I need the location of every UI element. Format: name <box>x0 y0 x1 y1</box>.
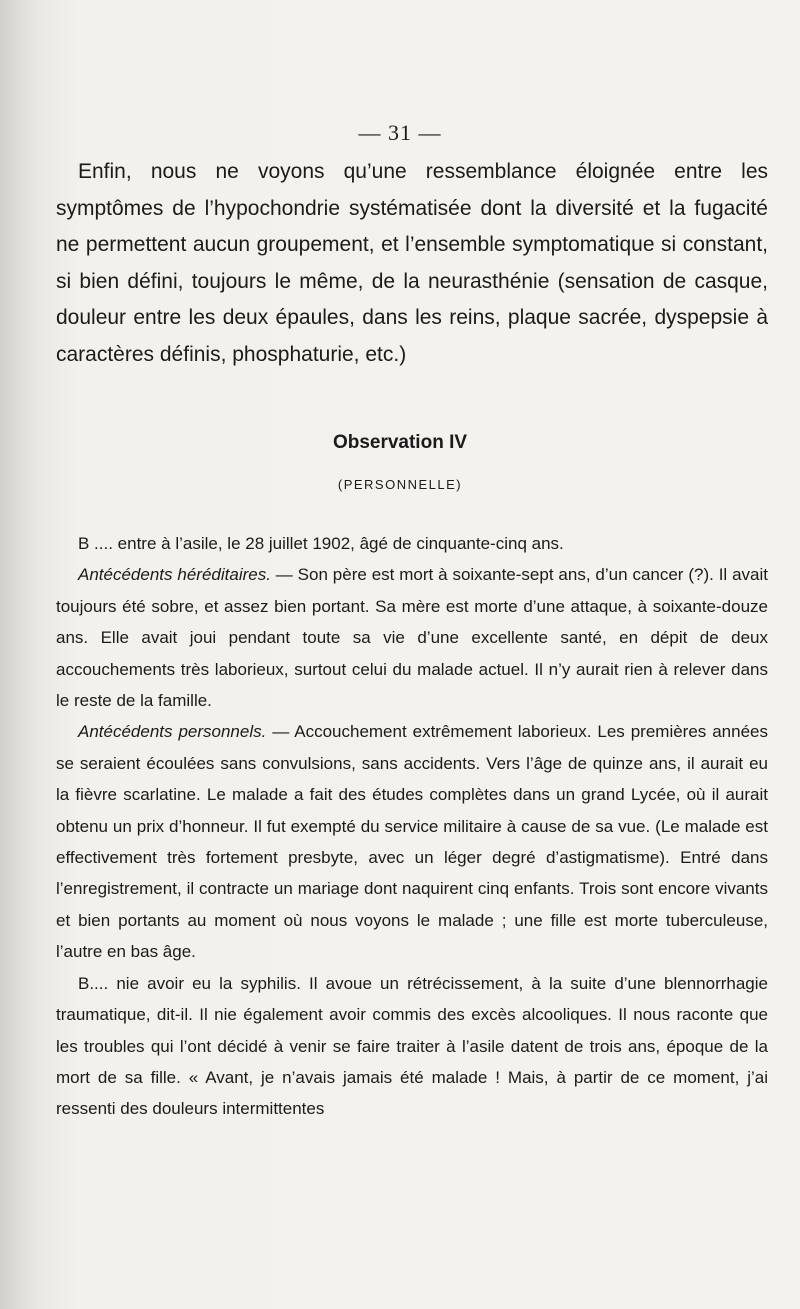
observation-subtitle: (PERSONNELLE) <box>337 477 463 492</box>
paragraph-text: B.... nie avoir eu la syphilis. Il avoue un rétrécissement, à la suite d’une blennorrhagie traumatique, dit-il. Il nie également avoir commis des excès alcooliques. Il nous raconte que les troubles qui l’ont décidé à venir se faire traiter à l’asile datent de trois ans, époque de la mort de sa fille. « Avant, je n’avais jamais été malade ! Mais, à partir de ce moment, j’ai ressenti des douleurs intermittentes <box>56 973 768 1119</box>
paragraph-text: B .... entre à l’asile, le 28 juillet 1902, âgé de cinquante-cinq ans. <box>78 534 564 553</box>
observation-title: Observation IV <box>332 432 468 453</box>
medical-history-paragraph <box>56 968 768 1125</box>
page-number: — 31 — <box>358 120 442 145</box>
observation-body <box>56 528 768 1125</box>
hereditary-history-paragraph <box>56 559 768 716</box>
personal-history-paragraph <box>56 716 768 967</box>
paragraph-text: — Son père est mort à soixante-sept ans, d’un cancer (?). Il avait toujours été sobre, et assez bien portant. Sa mère est morte d’une attaque, à soixante-douze ans. Elle avait joui pendant toute sa vie d’une excellente santé, en dépit de deux accouchements très laborieux, surtout celui du malade actuel. Il n’y aurait rien à relever dans le reste de la famille. <box>56 565 768 711</box>
admission-paragraph <box>56 528 768 559</box>
intro-section <box>56 154 768 374</box>
intro-paragraph: Enfin, nous ne voyons qu’une ressemblance éloignée entre les symptômes de l’hypochondrie systématisée dont la diversité et la fugacité ne permettent aucun groupement, et l’ensemble symptomatique si constant, si bien défini, toujours le même, de la neurasthénie (sensation de casque, douleur entre les deux épaules, dans les reins, plaque sacrée, dyspepsie à caractères définis, phosphaturie, etc.) <box>56 160 768 366</box>
paragraph-text: — Accouchement extrêmement laborieux. Les premières années se seraient écoulées sans convulsions, sans accidents. Vers l’âge de quinze ans, il aurait eu la fièvre scarlatine. Le malade a fait des études complètes dans un grand Lycée, où il aurait obtenu un prix d’honneur. Il fut exempté du service militaire à cause de sa vue. (Le malade est effectivement très fortement presbyte, avec un léger degré d’astigmatisme). Entré dans l’enregistrement, il contracte un mariage dont naquirent cinq enfants. Trois sont encore vivants et bien portants au moment où nous voyons le malade ; une fille est morte tuberculeuse, l’autre en bas âge. <box>56 722 768 962</box>
paragraph-lead: Antécédents personnels. <box>78 722 267 742</box>
paragraph-lead: Antécédents héréditaires. <box>78 565 271 585</box>
